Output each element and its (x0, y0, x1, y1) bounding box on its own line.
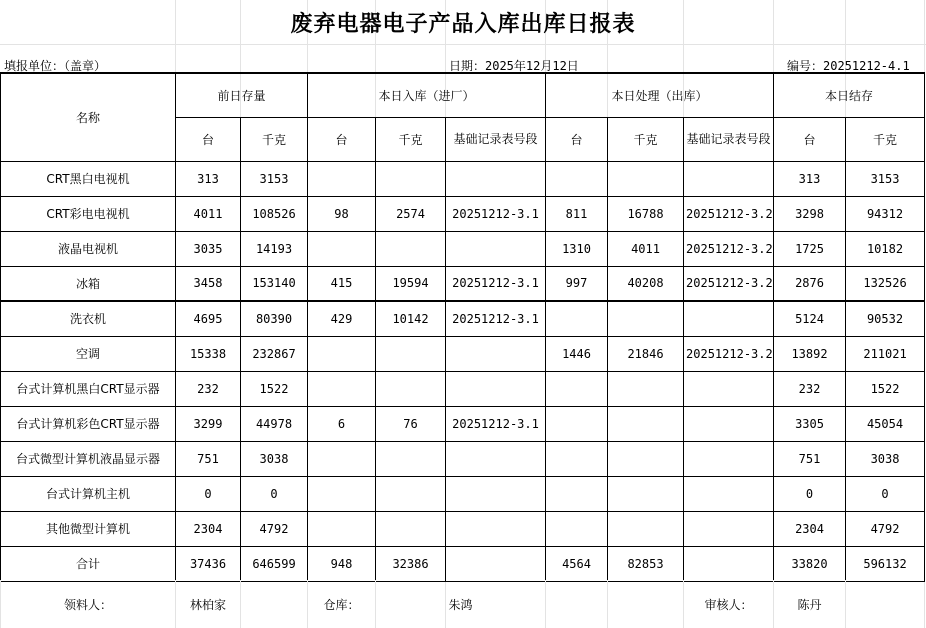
cell-in-count (308, 371, 376, 406)
cell-prev-weight: 80390 (241, 301, 308, 336)
subheader-bal-weight: 千克 (846, 117, 925, 161)
cell-out-count (546, 371, 608, 406)
cell-out-weight (608, 441, 684, 476)
cell-out-count: 1446 (546, 336, 608, 371)
cell-out-record: 20251212-3.2 (684, 231, 774, 266)
cell-out-record (684, 301, 774, 336)
cell-name: CRT彩电电视机 (1, 196, 176, 231)
cell-bal-count: 751 (774, 441, 846, 476)
cell-name: 台式计算机主机 (1, 476, 176, 511)
cell-name: 台式计算机彩色CRT显示器 (1, 406, 176, 441)
cell-out-weight: 16788 (608, 196, 684, 231)
cell-in-record (446, 371, 546, 406)
col-header-prev-stock: 前日存量 (176, 73, 308, 117)
cell-name: 冰箱 (1, 266, 176, 301)
cell-in-weight (376, 441, 446, 476)
cell-name: 洗衣机 (1, 301, 176, 336)
cell-prev-count: 15338 (176, 336, 241, 371)
cell-prev-count: 751 (176, 441, 241, 476)
cell-in-weight: 19594 (376, 266, 446, 301)
cell-out-weight (608, 371, 684, 406)
cell-bal-weight: 10182 (846, 231, 925, 266)
cell-bal-count: 13892 (774, 336, 846, 371)
cell-prev-weight: 4792 (241, 511, 308, 546)
cell-out-count (546, 406, 608, 441)
cell-prev-count: 2304 (176, 511, 241, 546)
cell-out-record: 20251212-3.2 (684, 266, 774, 301)
subheader-bal-count: 台 (774, 117, 846, 161)
cell-in-count: 98 (308, 196, 376, 231)
cell-out-weight (608, 476, 684, 511)
cell-out-weight (608, 511, 684, 546)
table-row (1, 336, 925, 371)
cell-in-weight: 2574 (376, 196, 446, 231)
cell-out-record: 20251212-3.2 (684, 196, 774, 231)
subheader-prev-weight: 千克 (241, 117, 308, 161)
cell-in-count (308, 476, 376, 511)
filling-unit-label: 填报单位：（盖章） (4, 59, 107, 73)
cell-out-count: 4564 (546, 546, 608, 581)
cell-in-record: 20251212-3.1 (446, 196, 546, 231)
cell-out-record (684, 161, 774, 196)
cell-in-count (308, 231, 376, 266)
cell-in-record (446, 231, 546, 266)
meta-row (0, 44, 926, 72)
cell-in-record (446, 546, 546, 581)
table-row (1, 196, 925, 231)
reviewer-name: 陈丹 (774, 580, 846, 628)
cell-in-record (446, 441, 546, 476)
signature-row (0, 580, 925, 628)
cell-in-weight: 32386 (376, 546, 446, 581)
cell-in-weight (376, 511, 446, 546)
receiver-name: 林柏家 (176, 580, 241, 628)
cell-out-count (546, 441, 608, 476)
cell-out-record (684, 441, 774, 476)
cell-in-record: 20251212-3.1 (446, 406, 546, 441)
cell-bal-count: 2876 (774, 266, 846, 301)
cell-bal-weight: 0 (846, 476, 925, 511)
cell-prev-weight: 14193 (241, 231, 308, 266)
cell-prev-count: 37436 (176, 546, 241, 581)
cell-name: 其他微型计算机 (1, 511, 176, 546)
cell-bal-count: 0 (774, 476, 846, 511)
cell-name: 液晶电视机 (1, 231, 176, 266)
col-header-today-in: 本日入库（进厂） (308, 73, 546, 117)
cell-name: 台式计算机黑白CRT显示器 (1, 371, 176, 406)
col-header-name: 名称 (1, 73, 176, 161)
cell-bal-weight: 94312 (846, 196, 925, 231)
cell-in-record (446, 336, 546, 371)
cell-out-weight: 4011 (608, 231, 684, 266)
cell-in-count: 6 (308, 406, 376, 441)
cell-bal-count: 33820 (774, 546, 846, 581)
table-row (1, 406, 925, 441)
report-date: 日期：2025年12月12日 (449, 59, 579, 73)
cell-name: 合计 (1, 546, 176, 581)
cell-bal-weight: 3038 (846, 441, 925, 476)
warehouse-name: 朱鸿 (376, 580, 546, 628)
table-row (1, 371, 925, 406)
cell-out-count: 1310 (546, 231, 608, 266)
cell-in-weight: 76 (376, 406, 446, 441)
table-row (1, 301, 925, 336)
cell-prev-count: 3458 (176, 266, 241, 301)
cell-bal-weight: 45054 (846, 406, 925, 441)
cell-prev-weight: 646599 (241, 546, 308, 581)
cell-bal-count: 3305 (774, 406, 846, 441)
cell-in-weight (376, 476, 446, 511)
cell-in-weight (376, 231, 446, 266)
cell-bal-count: 3298 (774, 196, 846, 231)
cell-in-weight (376, 161, 446, 196)
cell-name: 台式微型计算机液晶显示器 (1, 441, 176, 476)
table-row (1, 476, 925, 511)
cell-out-record: 20251212-3.2 (684, 336, 774, 371)
cell-out-weight: 82853 (608, 546, 684, 581)
subheader-out-weight: 千克 (608, 117, 684, 161)
cell-bal-count: 313 (774, 161, 846, 196)
table-row (1, 161, 925, 196)
cell-out-count (546, 161, 608, 196)
table-row (1, 441, 925, 476)
cell-prev-count: 313 (176, 161, 241, 196)
cell-bal-weight: 4792 (846, 511, 925, 546)
cell-name: 空调 (1, 336, 176, 371)
cell-prev-weight: 3153 (241, 161, 308, 196)
cell-bal-weight: 1522 (846, 371, 925, 406)
cell-prev-count: 3035 (176, 231, 241, 266)
cell-in-record: 20251212-3.1 (446, 266, 546, 301)
cell-out-count (546, 476, 608, 511)
subheader-prev-count: 台 (176, 117, 241, 161)
cell-prev-weight: 108526 (241, 196, 308, 231)
cell-out-weight: 21846 (608, 336, 684, 371)
cell-out-count: 811 (546, 196, 608, 231)
cell-in-count (308, 511, 376, 546)
subheader-out-count: 台 (546, 117, 608, 161)
col-header-today-out: 本日处理（出库） (546, 73, 774, 117)
cell-in-count: 415 (308, 266, 376, 301)
cell-in-weight (376, 371, 446, 406)
cell-in-record (446, 161, 546, 196)
cell-in-count: 429 (308, 301, 376, 336)
subheader-in-record: 基础记录表号段 (446, 117, 546, 161)
reviewer-label: 审核人： (684, 580, 774, 628)
cell-prev-count: 4695 (176, 301, 241, 336)
table-row (1, 266, 925, 301)
cell-prev-weight: 153140 (241, 266, 308, 301)
cell-out-record (684, 546, 774, 581)
cell-prev-count: 0 (176, 476, 241, 511)
warehouse-label: 仓库： (308, 580, 376, 628)
subheader-in-weight: 千克 (376, 117, 446, 161)
table-row (1, 231, 925, 266)
cell-bal-count: 2304 (774, 511, 846, 546)
cell-prev-count: 3299 (176, 406, 241, 441)
cell-prev-weight: 0 (241, 476, 308, 511)
cell-out-record (684, 511, 774, 546)
cell-prev-weight: 232867 (241, 336, 308, 371)
cell-bal-count: 1725 (774, 231, 846, 266)
cell-out-count (546, 301, 608, 336)
cell-in-weight (376, 336, 446, 371)
cell-prev-weight: 44978 (241, 406, 308, 441)
report-table (0, 72, 925, 582)
cell-name: CRT黑白电视机 (1, 161, 176, 196)
cell-in-count: 948 (308, 546, 376, 581)
cell-out-count: 997 (546, 266, 608, 301)
cell-out-record (684, 476, 774, 511)
cell-bal-weight: 90532 (846, 301, 925, 336)
col-header-today-balance: 本日结存 (774, 73, 925, 117)
receiver-label: 领料人： (1, 580, 176, 628)
cell-bal-weight: 3153 (846, 161, 925, 196)
cell-out-weight (608, 301, 684, 336)
cell-in-record (446, 476, 546, 511)
cell-in-record: 20251212-3.1 (446, 301, 546, 336)
cell-prev-count: 232 (176, 371, 241, 406)
cell-bal-weight: 211021 (846, 336, 925, 371)
subheader-in-count: 台 (308, 117, 376, 161)
report-title: 废弃电器电子产品入库出库日报表 (290, 10, 636, 37)
cell-in-record (446, 511, 546, 546)
cell-out-weight: 40208 (608, 266, 684, 301)
cell-out-weight (608, 406, 684, 441)
cell-in-weight: 10142 (376, 301, 446, 336)
cell-bal-count: 5124 (774, 301, 846, 336)
cell-in-count (308, 441, 376, 476)
cell-out-record (684, 406, 774, 441)
cell-bal-weight: 596132 (846, 546, 925, 581)
report-number: 编号：20251212-4.1 (787, 59, 910, 73)
cell-bal-count: 232 (774, 371, 846, 406)
cell-out-record (684, 371, 774, 406)
subheader-out-record: 基础记录表号段 (684, 117, 774, 161)
cell-prev-weight: 1522 (241, 371, 308, 406)
cell-bal-weight: 132526 (846, 266, 925, 301)
cell-in-count (308, 161, 376, 196)
cell-prev-count: 4011 (176, 196, 241, 231)
cell-prev-weight: 3038 (241, 441, 308, 476)
cell-out-weight (608, 161, 684, 196)
cell-in-count (308, 336, 376, 371)
table-row (1, 511, 925, 546)
total-row (1, 546, 925, 581)
cell-out-count (546, 511, 608, 546)
